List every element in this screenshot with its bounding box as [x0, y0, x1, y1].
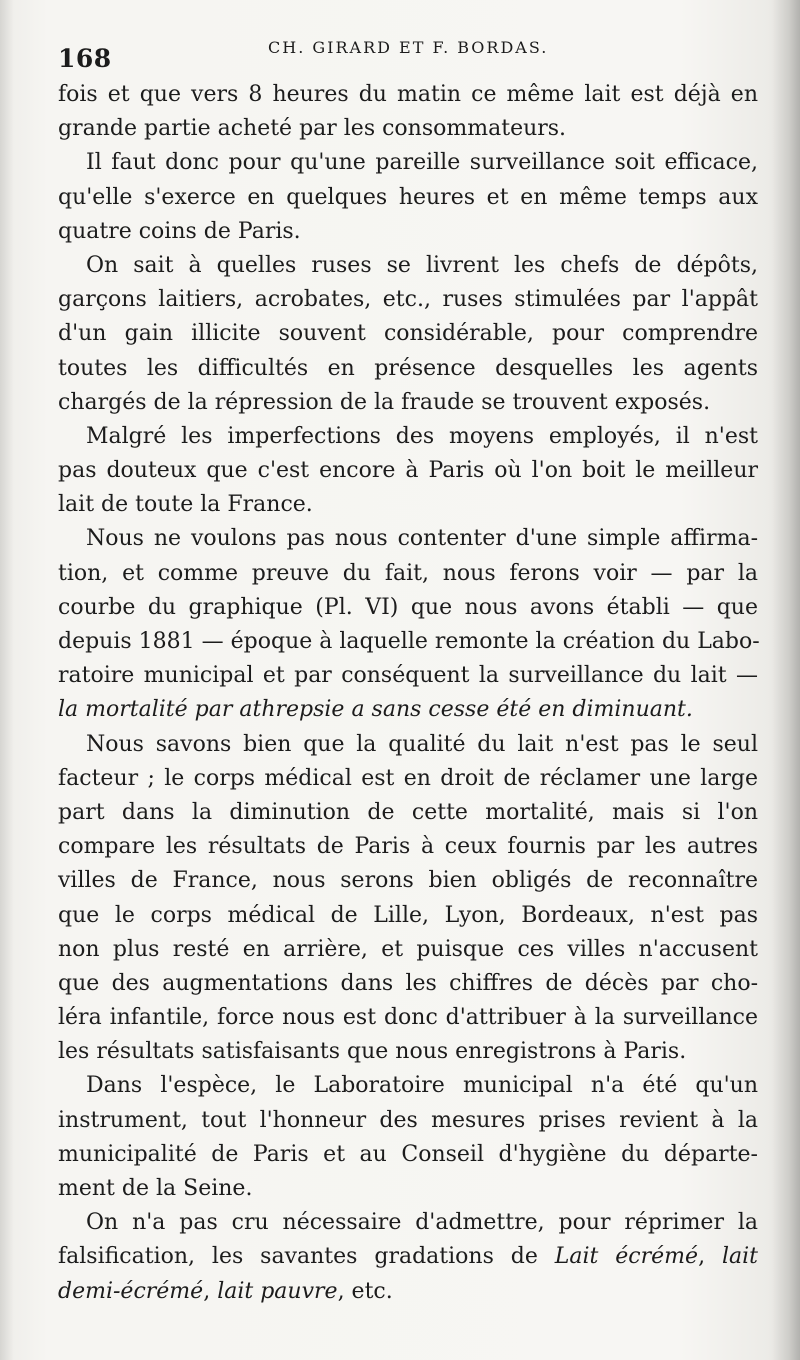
text-line: [58, 386, 758, 420]
text-segment: ment de la Seine.: [58, 1176, 253, 1201]
text-line: [58, 830, 758, 864]
text-segment: Il faut donc pour qu'une pareille surveillance soit efficace,: [86, 150, 758, 176]
text-segment: municipalité de Paris et au Conseil d'hygiène du départe-: [58, 1141, 758, 1167]
text-segment: courbe du graphique (Pl. VI) que nous avons établi — que: [58, 594, 758, 620]
page-number: 168: [58, 44, 112, 73]
text-segment: facteur ; le corps médical est en droit de réclamer une large: [58, 765, 758, 791]
text-segment: qu'elle s'exerce en quelques heures et en même temps aux: [58, 184, 758, 210]
text-segment: villes de France, nous serons bien obligés de reconnaître: [58, 868, 758, 894]
text-line: [58, 1138, 758, 1172]
page-left-edge: [0, 0, 14, 1360]
text-segment: ratoire municipal et par conséquent la surveillance du lait —: [58, 663, 758, 689]
text-line: [58, 933, 758, 967]
text-line: [58, 1001, 758, 1035]
text-segment: chargés de la répression de la fraude se trouvent exposés.: [58, 389, 711, 415]
text-line: [58, 1240, 758, 1274]
italic-text: lait: [721, 1244, 758, 1270]
text-line: [58, 693, 758, 727]
text-segment: ,: [203, 1278, 218, 1304]
text-line: [58, 215, 758, 249]
text-line: [58, 625, 758, 659]
page-binding-shadow: [772, 0, 800, 1360]
italic-text: Lait écrémé: [554, 1244, 699, 1270]
text-line: [58, 352, 758, 386]
text-segment: Nous savons bien que la qualité du lait n'est pas le seul: [86, 731, 758, 757]
text-line: [58, 181, 758, 215]
page-header: [0, 32, 800, 72]
text-segment: instrument, tout l'honneur des mesures prises revient à la: [58, 1107, 758, 1133]
text-segment: garçons laitiers, acrobates, etc., ruses stimulées par l'appât: [58, 287, 758, 313]
text-line: [58, 796, 758, 830]
italic-text: lait pauvre: [217, 1278, 338, 1304]
text-line: [58, 659, 758, 693]
text-line: [58, 1035, 758, 1069]
text-line: [58, 864, 758, 898]
text-line: [58, 728, 758, 762]
text-segment: pas douteux que c'est encore à Paris où l'on boit le meilleur: [58, 458, 758, 484]
text-line: [58, 591, 758, 625]
text-segment: part dans la diminution de cette mortalité, mais si l'on: [58, 799, 758, 825]
text-line: [58, 762, 758, 796]
text-segment: d'un gain illicite souvent considérable, pour comprendre: [58, 321, 758, 347]
text-line: [58, 1275, 758, 1309]
text-segment: quatre coins de Paris.: [58, 218, 301, 244]
text-segment: falsification, les savantes gradations de: [58, 1244, 555, 1270]
text-line: [58, 1206, 758, 1240]
text-segment: ,: [698, 1244, 722, 1270]
text-line: [58, 317, 758, 351]
text-line: [58, 1172, 758, 1206]
text-segment: les résultats satisfaisants que nous enregistrons à Paris.: [58, 1039, 687, 1065]
text-segment: lait de toute la France.: [58, 492, 313, 518]
italic-text: demi-écrémé: [58, 1278, 204, 1304]
text-segment: On sait à quelles ruses se livrent les chefs de dépôts,: [86, 252, 758, 278]
text-line: [58, 112, 758, 146]
text-segment: Malgré les imperfections des moyens employés, il n'est: [86, 423, 758, 449]
text-segment: Dans l'espèce, le Laboratoire municipal n'a été qu'un: [86, 1073, 758, 1099]
text-line: [58, 249, 758, 283]
running-head: CH. GIRARD ET F. BORDAS.: [268, 38, 549, 57]
text-line: [58, 488, 758, 522]
text-segment: que des augmentations dans les chiffres de décès par cho-: [58, 970, 758, 996]
text-segment: , etc.: [337, 1278, 393, 1304]
text-line: [58, 78, 758, 112]
text-line: [58, 454, 758, 488]
text-line: [58, 1069, 758, 1103]
text-segment: fois et que vers 8 heures du matin ce même lait est déjà en: [58, 82, 758, 107]
text-segment: que le corps médical de Lille, Lyon, Bordeaux, n'est pas: [58, 902, 758, 928]
text-line: [58, 557, 758, 591]
text-line: [58, 967, 758, 1001]
text-segment: grande partie acheté par les consommateurs.: [58, 116, 567, 142]
text-segment: Nous ne voulons pas nous contenter d'une simple affirma-: [86, 526, 758, 552]
text-segment: tion, et comme preuve du fait, nous ferons voir — par la: [58, 560, 758, 586]
text-segment: toutes les difficultés en présence desquelles les agents: [58, 355, 758, 381]
text-segment: léra infantile, force nous est donc d'attribuer à la surveillance: [58, 1005, 758, 1031]
text-line: [58, 522, 758, 556]
text-line: [58, 899, 758, 933]
text-line: [58, 1104, 758, 1138]
text-segment: non plus resté en arrière, et puisque ces villes n'accusent: [58, 936, 758, 962]
text-segment: compare les résultats de Paris à ceux fournis par les autres: [58, 834, 758, 860]
text-line: [58, 283, 758, 317]
body-text: [58, 78, 758, 1309]
italic-text: la mortalité par athrepsie a sans cesse été en diminuant.: [58, 697, 693, 723]
text-line: [58, 420, 758, 454]
text-segment: depuis 1881 — époque à laquelle remonte la création du Labo-: [58, 629, 760, 654]
text-segment: On n'a pas cru nécessaire d'admettre, pour réprimer la: [86, 1210, 758, 1236]
text-line: [58, 146, 758, 180]
